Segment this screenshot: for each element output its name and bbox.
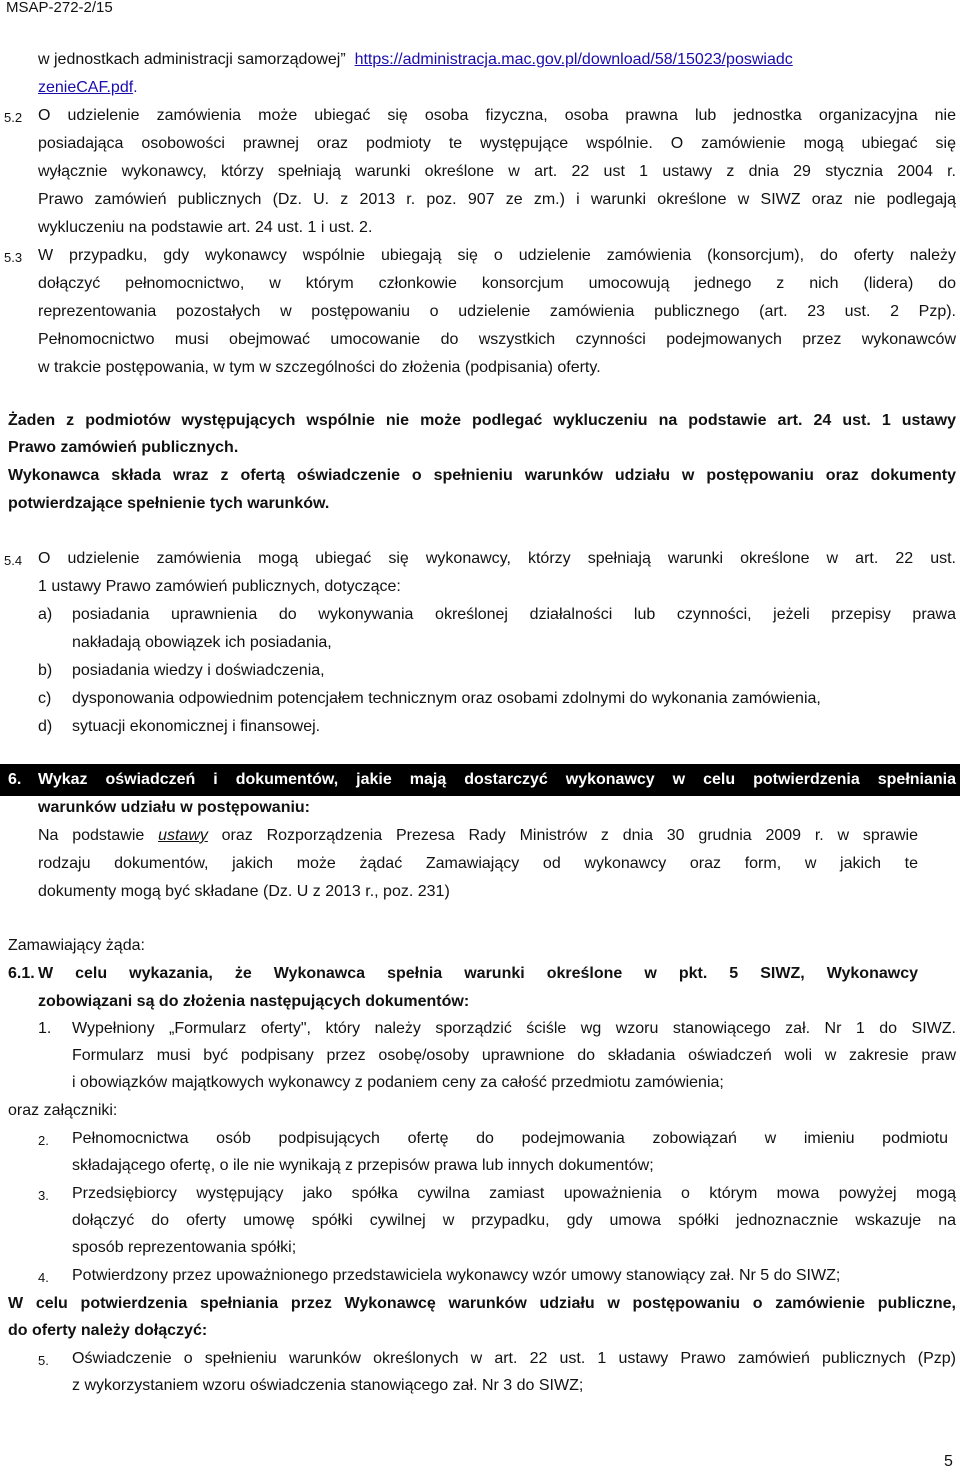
section-number-5-4: 5.4 [4, 553, 23, 568]
doc-item-5-line-1: Oświadczenie o spełnieniu warunków określonych w art. 22 ust. 1 ustawy Prawo zamówień publicznych (Pzp) [72, 1350, 956, 1367]
section-6-body-line-3: dokumenty mogą być składane (Dz. U z 2013 r., poz. 231) [38, 883, 450, 900]
section-6-heading-line-2: warunków udziału w postępowaniu: [38, 799, 311, 816]
s52-line-4: Prawo zamówień publicznych (Dz. U. z 2013 r. poz. 907 ze zm.) i warunki określone w SIWZ oraz nie podlegają [38, 191, 956, 208]
section-6-number: 6. [8, 771, 22, 788]
continuation-line-2 [38, 78, 138, 98]
s53-line-1: W przypadku, gdy wykonawcy wspólnie ubiegają się o udzielenie zamówienia (konsorcjum), do oferty należy [38, 247, 956, 264]
doc-item-1-line-3: i obowiązków majątkowych wykonawcy z podaniem ceny za całość przedmiotu zamówienia; [72, 1074, 724, 1091]
h61-number: 6.1. [8, 965, 35, 982]
doc-reference: MSAP-272-2/15 [6, 0, 113, 16]
s54-item-a-line-2: nakładają obowiązek ich posiadania, [72, 634, 332, 651]
doc-item-2-number: 2. [38, 1133, 49, 1148]
note-exclusion-line-1: Żaden z podmiotów występujących wspólnie nie może podlegać wykluczeniu na podstawie art. 24 ust. 1 ustawy [8, 412, 956, 429]
s54-item-b-text: posiadania wiedzy i doświadczenia, [72, 662, 325, 679]
s53-line-2: dołączyć pełnomocnictwo, w którym członkowie konsorcjum umocowują jednego z nich (lidera) do [38, 275, 956, 292]
h61-line-2: zobowiązani są do złożenia następujących dokumentów: [38, 993, 470, 1010]
law-link[interactable]: ustawy [158, 827, 208, 844]
demand-label: Zamawiający żąda: [8, 937, 145, 954]
doc-item-4-number: 4. [38, 1270, 49, 1285]
section-6-body-line-2: rodzaju dokumentów, jakich może żądać Zamawiający od wykonawcy oraz form, w jakich te [38, 855, 918, 872]
doc-item-5-line-2: z wykorzystaniem wzoru oświadczenia stanowiącego zał. Nr 3 do SIWZ; [72, 1377, 584, 1394]
section-number-5-3: 5.3 [4, 250, 23, 265]
s54-line-1: O udzielenie zamówienia mogą ubiegać się wykonawcy, którzy spełniają warunki określone w art. 22 ust. [38, 550, 956, 567]
doc-item-2-line-1: Pełnomocnictwa osób podpisujących ofertę do podejmowania zobowiązań w imieniu podmiotu [72, 1130, 948, 1147]
section-number-5-2: 5.2 [4, 110, 23, 125]
continuation-text: w jednostkach administracji samorządowej” [38, 51, 346, 68]
s53-line-5: w trakcie postępowania, w tym w szczególności do złożenia (podpisania) oferty. [38, 359, 601, 376]
s54-line-2: 1 ustawy Prawo zamówień publicznych, dotyczące: [38, 578, 401, 595]
s54-item-d-marker: d) [38, 718, 53, 735]
s53-line-4: Pełnomocnictwo musi obejmować umocowanie do wszystkich czynności podejmowanych przez wykonawców [38, 331, 956, 348]
confirmation-bold-line-2: do oferty należy dołączyć: [8, 1322, 208, 1339]
s52-line-3: wyłącznie wykonawcy, którzy spełniają warunki określone w art. 22 ust 1 ustawy z dnia 29 stycznia 2004 r. [38, 163, 956, 180]
page-number: 5 [944, 1453, 953, 1470]
doc-item-5-number: 5. [38, 1353, 49, 1368]
doc-item-1-number: 1. [38, 1020, 52, 1037]
s52-line-1: O udzielenie zamówienia może ubiegać się osoba fizyczna, osoba prawna lub jednostka organizacyjna nie [38, 107, 956, 124]
doc-item-1-line-1: Wypełniony „Formularz oferty", który należy sporządzić ściśle wg wzoru stanowiącego zał. Nr 1 do SIWZ. [72, 1020, 956, 1037]
s54-item-c-text: dysponowania odpowiednim potencjałem technicznym oraz osobami zdolnymi do wykonania zamówienia, [72, 690, 821, 707]
s52-line-2: posiadająca osobowości prawnej oraz podmioty te występujące wspólnie. O zamówienie mogą ubiegać się [38, 135, 956, 152]
doc-item-3-line-3: sposób reprezentowania spółki; [72, 1239, 297, 1256]
s54-item-b-marker: b) [38, 662, 53, 679]
s52-line-5: wykluczeniu na podstawie art. 24 ust. 1 i ust. 2. [38, 219, 373, 236]
download-link[interactable]: https://administracja.mac.gov.pl/download/58/15023/poswiadc [354, 51, 793, 68]
doc-item-3-line-2: dołączyć do oferty umowę spółki cywilnej w przypadku, gdy umowa spółki jednoznacznie wskazuje na [72, 1212, 956, 1229]
doc-item-1-line-2: Formularz musi być podpisany przez osobę/osoby uprawnione do składania oświadczeń woli w zakresie praw [72, 1047, 956, 1064]
download-link-cont[interactable]: zenieCAF.pdf [38, 79, 134, 96]
section-6-heading-line-1: Wykaz oświadczeń i dokumentów, jakie mają dostarczyć wykonawcy w celu potwierdzenia spełniania [38, 771, 956, 788]
note-exclusion-line-2: Prawo zamówień publicznych. [8, 439, 239, 456]
doc-item-4-text: Potwierdzony przez upoważnionego przedstawiciela wykonawcy wzór umowy stanowiący zał. Nr 5 do SIWZ; [72, 1267, 841, 1284]
doc-item-3-line-1: Przedsiębiorcy występujący jako spółka cywilna zamiast upoważnienia o którym mowa powyżej mogą [72, 1185, 956, 1202]
doc-item-3-number: 3. [38, 1188, 49, 1203]
doc-item-2-line-2: składającego ofertę, o ile nie wynikają z przepisów prawa lub innych dokumentów; [72, 1157, 654, 1174]
s54-item-a-marker: a) [38, 606, 53, 623]
h61-line-1: W celu wykazania, że Wykonawca spełnia warunki określone w pkt. 5 SIWZ, Wykonawcy [38, 965, 918, 982]
s54-item-c-marker: c) [38, 690, 52, 707]
link-tail: . [133, 79, 138, 96]
section-6-body-line-1 [38, 826, 918, 846]
note-statement-line-1: Wykonawca składa wraz z ofertą oświadczenie o spełnieniu warunków udziału w postępowaniu oraz dokumenty [8, 467, 956, 484]
s54-item-a-line-1: posiadania uprawnienia do wykonywania określonej działalności lub czynności, jeżeli przepisy prawa [72, 606, 956, 623]
note-statement-line-2: potwierdzające spełnienie tych warunków. [8, 495, 330, 512]
s53-line-3: reprezentowania pozostałych w postępowaniu o udzielenie zamówienia publicznego (art. 23 ust. 2 Pzp). [38, 303, 956, 320]
confirmation-bold-line-1: W celu potwierdzenia spełniania przez Wykonawcę warunków udziału w postępowaniu o zamówienie publiczne, [8, 1295, 956, 1312]
continuation-line [38, 50, 793, 70]
attachments-label: oraz załączniki: [8, 1102, 118, 1119]
s6-body-pre: Na podstawie [38, 827, 159, 844]
s54-item-d-text: sytuacji ekonomicznej i finansowej. [72, 718, 321, 735]
s6-body-post: oraz Rozporządzenia Prezesa Rady Ministrów z dnia 30 grudnia 2009 r. w sprawie [207, 827, 919, 844]
